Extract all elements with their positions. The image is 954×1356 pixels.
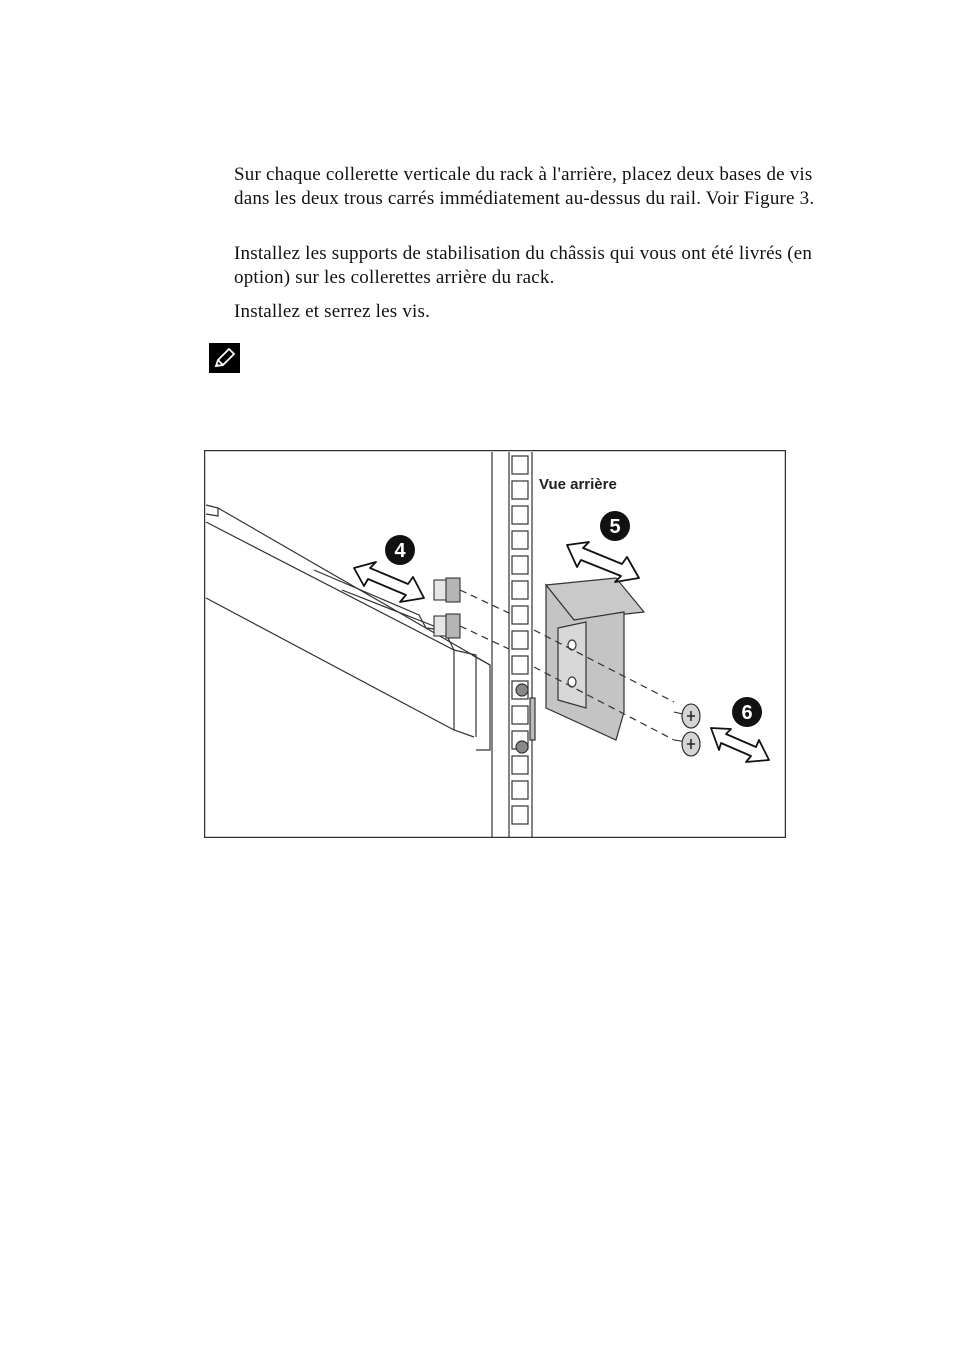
note-pencil-icon xyxy=(209,343,240,373)
rack-stabilizer-figure xyxy=(204,450,786,838)
svg-text:6: 6 xyxy=(741,702,753,724)
svg-text:5: 5 xyxy=(609,516,621,538)
callout-6 xyxy=(732,697,762,727)
step-text-bases: Sur chaque collerette verticale du rack à l'arrière, placez deux bases de vis dans les deux trous carrés immédiatement au-dessus du rail. Voir Figure 3. xyxy=(234,164,815,209)
callout-5 xyxy=(600,511,630,541)
callout-4 xyxy=(385,535,415,565)
view-label: Vue arrière xyxy=(539,476,617,493)
svg-text:4: 4 xyxy=(394,540,406,562)
step-text-screws: Installez et serrez les vis. xyxy=(234,301,431,322)
step-text-supports: Installez les supports de stabilisation du châssis qui vous ont été livrés (en option) sur les collerettes arrière du rack. xyxy=(234,243,813,288)
